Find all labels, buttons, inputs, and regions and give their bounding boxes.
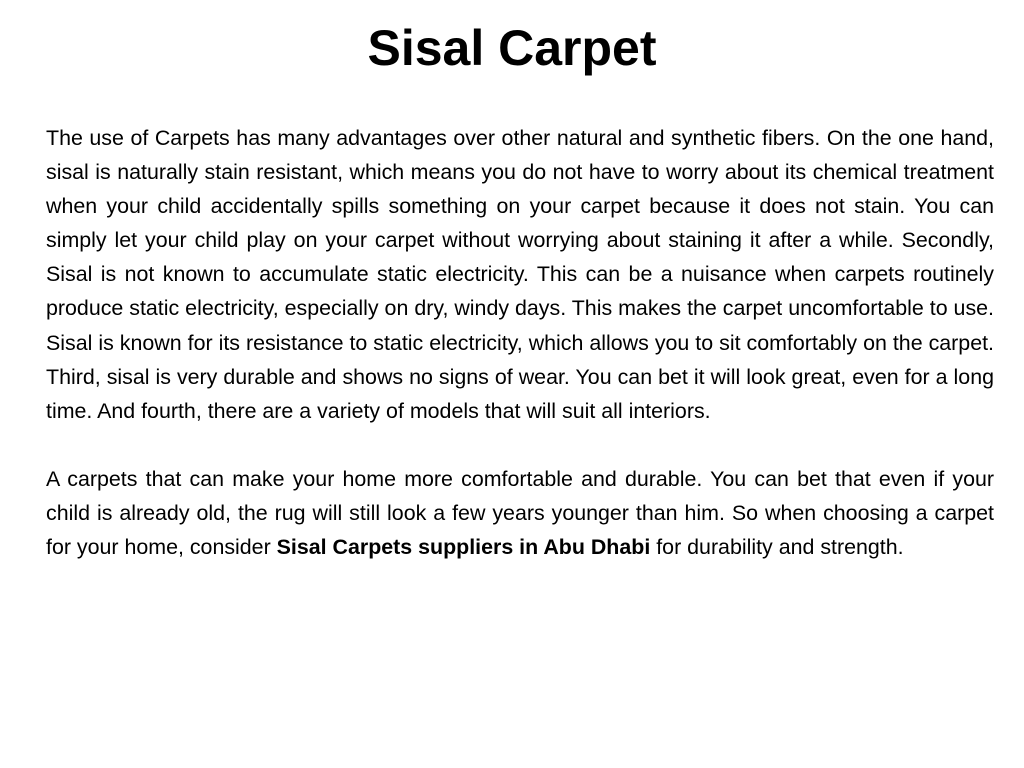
suppliers-keyword: Sisal Carpets suppliers in Abu Dhabi [276,535,651,560]
slide-body [46,121,994,564]
slide-title: Sisal Carpet [367,20,657,76]
paragraph-recommendation [46,462,994,564]
paragraph-advantages: The use of Carpets has many advantages over other natural and synthetic fibers. On the one hand, sisal is naturally stain resistant, which means you do not have to worry about its chemical treatment when your child accidentally spills something on your carpet because it does not stain. You can simply let your child play on your carpet without worrying about staining it after a while. Secondly, Sisal is not known to accumulate static electricity. This can be a nuisance when carpets routinely produce static electricity, especially on dry, windy days. This makes the carpet uncomfortable to use. Sisal is known for its resistance to static electricity, which allows you to sit comfortably on the carpet. Third, sisal is very durable and shows no signs of wear. You can bet it will look great, even for a long time. And fourth, there are a variety of models that will suit all interiors. [46,126,994,423]
paragraph-recommendation-tail: for durability and strength. [650,535,904,560]
paragraph-recommendation-lead: A carpets that can make your home more comfortable and durable. You can bet that even if your child is already old, the rug will still look a few years younger than him. So when choosing a carpet for your home, consider [46,466,994,560]
